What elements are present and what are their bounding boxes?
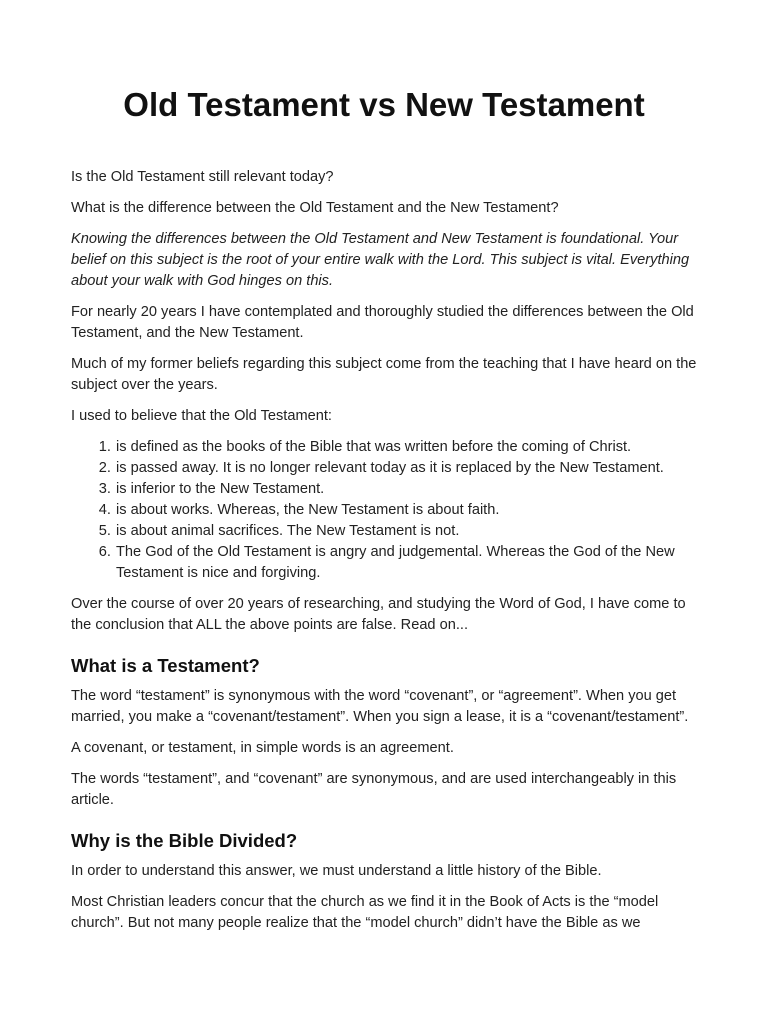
page-title: Old Testament vs New Testament [123,86,645,123]
list-item: 5. is about animal sacrifices. The New Testament is not. [115,521,701,542]
section1-paragraph-3: The words “testament”, and “covenant” are synonymous, and are used interchangeably in this article. [71,771,677,808]
list-item: 1. is defined as the books of the Bible that was written before the coming of Christ. [115,437,701,458]
italic-intro: Knowing the differences between the Old Testament and New Testament is foundational. Your belief on this subject is the root of your entire walk with the Lord. This subject is vital. Everything about your walk with God hinges on this. [71,231,690,289]
section2-paragraph-1: In order to understand this answer, we must understand a little history of the Bible. [71,863,602,879]
intro-question-2: What is the difference between the Old Testament and the New Testament? [71,200,559,216]
list-item: 6. The God of the Old Testament is angry and judgemental. Whereas the God of the New Testament is nice and forgiving. [115,542,701,584]
list-item: 4. is about works. Whereas, the New Testament is about faith. [115,500,701,521]
paragraph-former-beliefs: Much of my former beliefs regarding this subject come from the teaching that I have heard on the subject over the years. [71,356,697,393]
document-body [71,167,701,944]
section2-paragraph-2: Most Christian leaders concur that the church as we find it in the Book of Acts is the “model church”. But not many people realize that the “model church” didn’t have the Bible as we [71,894,659,931]
section1-paragraph-2: A covenant, or testament, in simple words is an agreement. [71,740,454,756]
paragraph-years: For nearly 20 years I have contemplated and thoroughly studied the differences between the Old Testament, and the New Testament. [71,304,694,341]
beliefs-list [71,437,701,584]
paragraph-used-to-believe: I used to believe that the Old Testament: [71,408,332,424]
paragraph-conclusion: Over the course of over 20 years of researching, and studying the Word of God, I have come to the conclusion that ALL the above points are false. Read on... [71,596,686,633]
list-item: 3. is inferior to the New Testament. [115,479,701,500]
section-heading-divided: Why is the Bible Divided? [71,830,298,851]
intro-question-1: Is the Old Testament still relevant today? [71,169,334,185]
list-item: 2. is passed away. It is no longer relevant today as it is replaced by the New Testament. [115,458,701,479]
section-heading-testament: What is a Testament? [71,655,260,676]
section1-paragraph-1: The word “testament” is synonymous with the word “covenant”, or “agreement”. When you get married, you make a “covenant/testament”. When you sign a lease, it is a “covenant/testament”. [71,688,689,725]
